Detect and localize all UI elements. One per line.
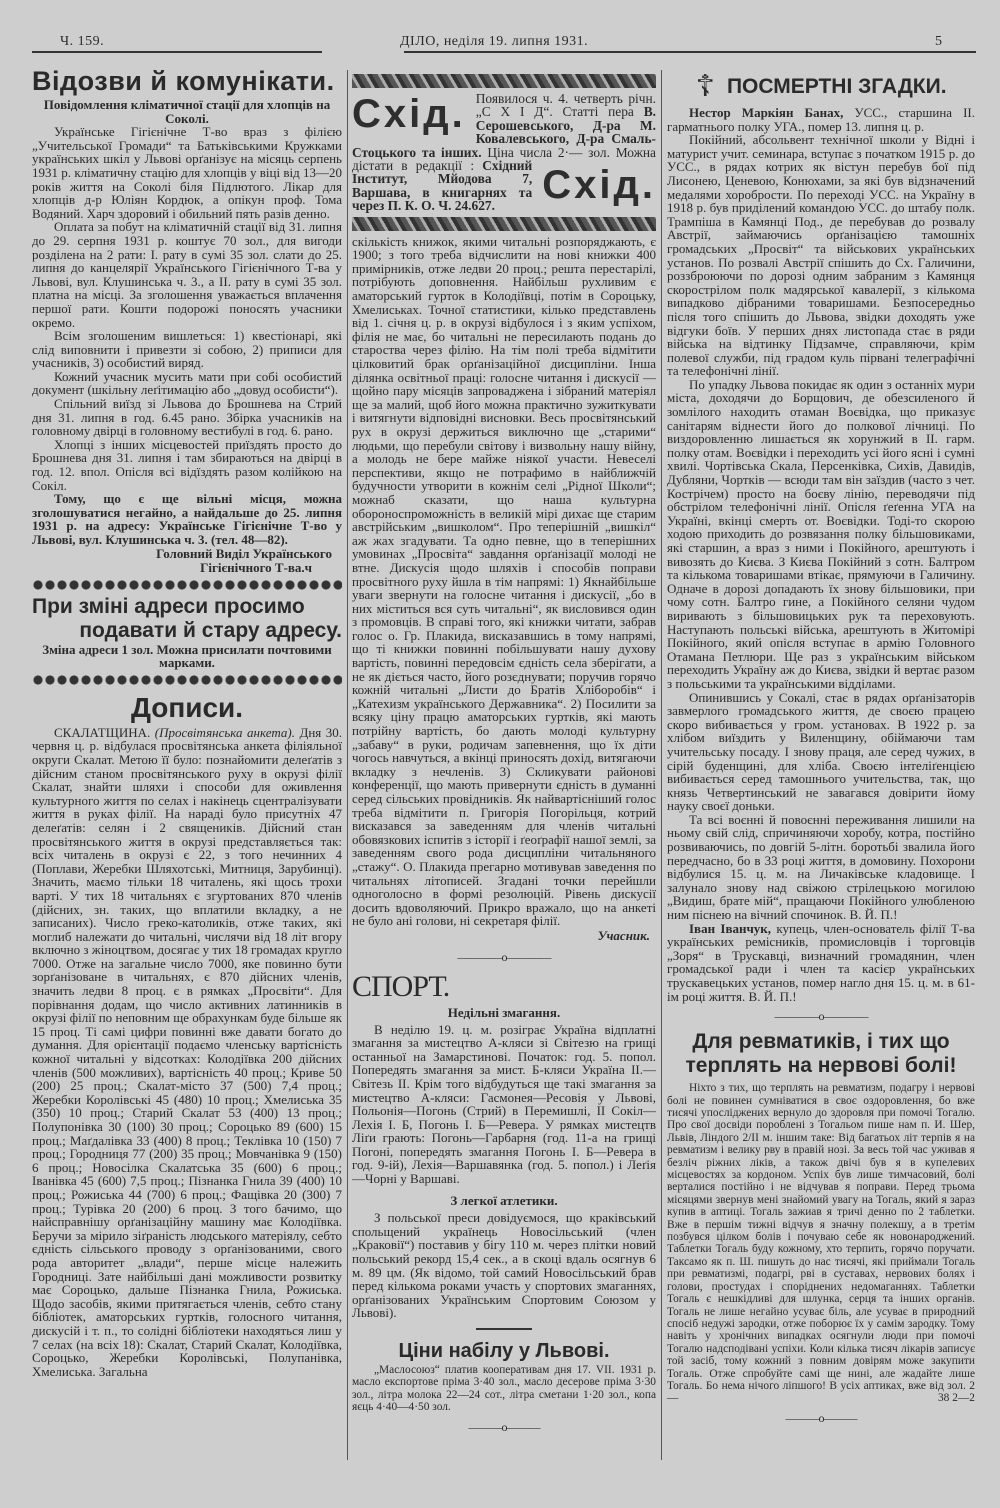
paragraph: Всім зголошеним вишлеться: 1) квестіонарі, які слід виповнити і привезти зі собою, 2) приписи для учасників, 3) особистий виряд. bbox=[32, 328, 342, 371]
report-author: Учасник. bbox=[597, 927, 650, 943]
header-rule-right bbox=[404, 51, 976, 53]
paragraph: Кожний учасник мусить мати при собі особистий документ (шкільну леґітимацію або „довуд особисти“). bbox=[32, 368, 342, 398]
prices-title: Ціни набілу у Львові. bbox=[398, 1340, 610, 1362]
sport-subtitle: Недільні змагання. bbox=[447, 1004, 561, 1020]
column-rule bbox=[347, 70, 348, 1460]
report-text bbox=[32, 726, 342, 1379]
paragraph: Хлопці з інших місцевостей приїздять просто до Брошнева дня 31. липня і там збираються на двірці в год. 12. впол. Опісля всі відїздять разом колійкою на Сокіл. bbox=[32, 436, 342, 493]
skhid-address: Східний Інститут, Мйодова 7, Варшава, в книгарнях та через П. К. О. Ч. 24.627. bbox=[352, 158, 533, 213]
address-notice-headline: При зміні адреси просимо bbox=[32, 594, 305, 618]
paragraph: По упадку Львова покидає як один з останніх мури міста, доходячи до Борщович, де обезсиленого й зомлілого находить отаман Воєвідка, що приказує санітарям віднести його до полкової лічниці. По виздоровленню лишається як хорунжий в II. гарм. полку отам. Воєвідки і переходить усі його ясні і сумні хвилі. Чортівська Скала, Персенківка, Сихів, Давидів, Дубляни, Чортків — всюди там він заїздив (часто з чет. Кострічем) просто на боєву лінію, переводячи під обстрілом телефонічні лінії. Опісля ґеґенна УГА на Україні, вкінці смерть от. Воєвідки. Тоді-то скорою ходою приходить до розвязання полку більшовиками, які старшин, а враз з ними і Покійного, арештують і вивозять до Києва. З Києва Покійний з сотн. Балтром та кількома товаришами втікає, прямуючи в Галичину. Одначе в дорозі допадають їх знову більшовики, при чому сотн. Балтро гине, а Покійного селяни чудом виривають з більшовицьких рук та переховують. Наступають польські війська, арештують в Житомірі Покійного, який опісля вступає в армію Головного Отамана Петлюри. Ще раз з українським військом переходить Україну аж до Києва, звідки й вертає разом з польськими та українськими відділами. bbox=[667, 376, 975, 691]
section-title-reports: Дописи. bbox=[130, 691, 244, 723]
skhid-advertisement bbox=[352, 92, 656, 213]
signature-line: Головний Виділ Українського bbox=[156, 545, 332, 561]
paragraph: Оплата за побут на кліматичній стації від 31. липня до 29. серпня 1931 р. коштує 70 зол., для вигоди розділена на 2 рати: I. рату в сумі 35 зол. слати до 25. липня до канцелярії Українського Гігієнічного Т-ва у Львові, вул. Клушинська ч. 3., а II. рату в сумі 35 зол. платна на місці. За зголошення уважається вплачення першої рати. Кошти подорожі поносять учасники окремо. bbox=[32, 219, 342, 330]
page-number: 5 bbox=[935, 34, 943, 49]
ad-text bbox=[667, 1082, 975, 1405]
address-notice-text: Зміна адреси 1 зол. Можна присилати почтовими марками. bbox=[42, 641, 332, 671]
divider: ———o——— bbox=[785, 1410, 857, 1425]
ad-code: 38 2—2 bbox=[937, 1392, 975, 1405]
section-title-announcements: Відозви й комунікати. bbox=[32, 66, 335, 96]
divider: ————o———— bbox=[457, 949, 551, 964]
paragraph: Та всі воєнні й повоєнні переживання лишили на ньому свій слід, спричиняючи хоробу, котра, постійно розвиваючись, по довгій 5-літн. боротьбі звалила його передчасно, бо в 33 році життя, в домовину. Похорони відбулися 15. ц. м. на Личаківське кладовище. І залунало знову над свіжою стрілецькою могилою „Видиш, брате мій“, пращаючи Покійного улюбленою ним піснею на вічний спочинок. В. Й. П.! bbox=[667, 811, 975, 923]
ornament-border bbox=[352, 74, 656, 88]
prices-text: „Маслосоюз“ платив кооперативам дня 17. VII. 1931 р. масло експортове пріма 3·40 зол., масло десерове пріма 3·30 зол., літра молока 22—24 сот., літра сметани 1·20 зол., копа яєць 4·40—4·50 зол. bbox=[352, 1364, 656, 1414]
address-notice-headline: подавати й стару адресу. bbox=[79, 618, 342, 642]
signature-line: Гігієнічного Т-ва.ч bbox=[200, 559, 312, 575]
ad-body: Ніхто з тих, що терплять на ревматизм, подагру і нервові болі не повинен сумніватися в своє оздоровлення, бо вже тисячі упосліджених вернуло до здоровля при помочі Тогалю. Про свої досвіди пороблені з Тогальом пише нам п. И. Шер, Львів, Ліндого 2/II м. іншим таке: Від багатьох літ терпів я на ревматизм і велику рву в правій нозі. За весь той час уживав я безліч ріжних ліків, а також двічі був я в купелевих місцевостях за кордоном. Успіх був лише тимчасовий, болі верталися постійно і не відчував я поправи. Перед трьома місяцями звернув мені знайомий увагу на Тогаль, який я зараз купив в аптиці. Тогаль зажиав я тричі денно по 2 таблетки. Вже в першім тижні відчув я значну полекшу, а в третім позбувся цілком болів і почуваю себе як новонароджений. Таблетки Тогаль буду кожному, хто терпить, горячо поручати. Таксамо як п. Ш. пишуть до нас тисячі, які приймали Тогаль при ревматизмі, подагрі, рві в суставах, нервових болях і голови, простудах і споріднених недомаганнях. Таблетки Тогаль є нешкідливі для шлунка, серця та інших органів. Тогаль не лише негайно усуває біль, але усуває в природний спосіб недужі зародки, отже поборює їх у самім зародку. Тому навіть у хронічних випадках осягнули люди при помочі Тогалю надсподівані успіхи. Коли кілька тисяч лікарів записує той засіб, тому кожний з повним довірям може закупити Тогаль. Отже спробуйте самі ще нині, але жадайте лише Тогаль. Бо нема нічого ліпшого! В усіх аптиках, вже від зол. 2— bbox=[667, 1082, 975, 1405]
masthead-date: ДІЛО, неділя 19. липня 1931. bbox=[400, 34, 589, 49]
divider bbox=[476, 1328, 532, 1330]
issue-number: Ч. 159. bbox=[60, 34, 105, 49]
obituaries-title: ПОСМЕРТНІ ЗГАДКИ. bbox=[726, 75, 947, 98]
middle-column bbox=[352, 64, 656, 1460]
skhid-logo: Схід. bbox=[542, 163, 656, 208]
paragraph: Українське Гігієнічне Т-во враз з філією „Учительської Громади“ та Батьківськими Кружками українських шкіл у Львові орґанізує на місяць серпень 1931 р. кліматичну стацію для хлопців у віці від 13—20 років життя на Соколі біля Підлютого. Лікар для хлопців д-р Юліян Кордюк, а опікун проф. Тома Водяний. Харч здоровий і обильний пять разів денно. bbox=[32, 124, 342, 221]
obituary-lead-text: УСС., старшина II. гарматнього полку УГА., помер 13. липня ц. р. bbox=[667, 105, 975, 134]
paragraph-bold: Тому, що є ще вільні місця, можна зголошуватися негайно, а найдальше до 25. липня 1931 р. на адресу: Українське Гігієнічне Т-во у Львові, вул. Клушинська ч. 3. (тел. 48—82). bbox=[32, 491, 342, 547]
ad-headline: Для ревматиків, і тих що терплять на нервові болі! bbox=[685, 1030, 957, 1078]
right-column bbox=[667, 64, 975, 1460]
sport-title: СПОРТ. bbox=[352, 969, 450, 1003]
deceased-name: Нестор Маркіян Банах, bbox=[689, 105, 844, 120]
skhid-authors: В. Серошевського, Д-ра М. Ковалевського, Д-ра Смаль-Стоцького та інших. bbox=[352, 104, 656, 160]
ornament-border bbox=[352, 217, 656, 231]
obituary-lead bbox=[667, 922, 975, 1004]
report-kind: (Просвітянська анкета). bbox=[154, 724, 295, 740]
divider: ———o——— bbox=[468, 1419, 540, 1434]
paragraph: Покійний, абсольвент технічної школи у Відні і матурист учит. семинара, вступає з початком 1915 р. до УСС., в рядах котрих як вістун перебув бої під Лисонею, Ценевою, Конюхами, за які був відзначений медалями хоробрости. По переході УСС. на Україну в 1918 р. був приділений командою УСС. до штабу полк. Трампіша в Камянці Под., де перебував до розвалу Австрії, займаючись орґанізацією тамошніх громадських „Просвіт“ та військових українських установ. По розвалі Австрії спішить до Сх. Галичини, роззброюючи по дорозі одним забраним з Камянця скорострілом полк мадярської кавалерії, з кількома випадково дібраними товаришами. Безпосередньо після того спішить до Львова, звідки доходять уже відгуки боїв. У перших днях листопада стає в ряди війська на відтинку Підзамче, справляючи, крім полевої служби, під градом куль пірвані телеграфічні та телефонічні лінії. bbox=[667, 132, 975, 379]
column-rule bbox=[661, 70, 662, 1460]
sport-text: В неділю 19. ц. м. розіграє Україна відплатні змагання за мистецтво А-кляси зі Світезю на грищі останньої на Замарстинові. Початок: год. 5. попол. Попередять змагання за мист. Б-кляси Україна II.—Світезь II. Крім того відбудуться ще такі змагання за мистецтво А-кляси: Гасмонея—Ресовія у Львові, Польонія—Погонь (Стрий) в Перемишлі, II Сокіл—Лехія I. Б, Погонь I. Б—Ревера. У рямках мистецтв Ліґи грають: Погонь—Гарбарня (год. 11-а на грищі Погоні, попередять змагання Погонь I. Б—Ревера в год. 9-ій), Лехія—Варшавянка (год. 5. попол.) і Леґія—Чорні у Варшаві. bbox=[352, 1021, 656, 1187]
ornament-border bbox=[32, 674, 342, 686]
deceased-name: Іван Іванчук, bbox=[689, 920, 772, 936]
paragraph: Спільний виїзд зі Львова до Брошнева на Стрий дня 31. липня в год. 6.45 рано. Збірка учасників на головному двірці в головному вестибулі в год. 6. рано. bbox=[32, 396, 342, 439]
skhid-text bbox=[352, 92, 656, 213]
report-continued: скількість книжок, якими читальні розпоряджають, є 1900; з того треба відчислити на нові книжки 400 примірників, отже ледви 20 проц.; решта перестарілі, потрібують доповнення. Найбільш рухливим є аматорський гурток в Колодіївці, потім в Сороцьку, Хмелиськах. Точної статистики, кілько представлень від 1. січня ц. р. в окрузі відбулося і з яким успіхом, філія не має, бо читальні не пересилають подань до староства через філію. На тім полі треба відмітити цілковитий брак орґанізаційної дисципліни. Інша ділянка освітньої праці: голосне читання і дискусії — щойно пару місяців запроваджена і зібраний матеріял ще за малий, щоб його можна практично зужиткувати і витягнути відповідні висновки. Весь просвітянський рух в окрузі держиться виключно ще „старими“ людьми, що перебули світову і визвольну нашу війну, а молодь не бере майже ніякої участи. Невеселі перспективи, якщо не потрафимо в найближчій будучности утворити в кожнім селі „Рідної Школи“; можнаб сказати, що наша культурна обороноспроможність в великій мірі дихає ще старим австрійським „вишколом“. Про теперішній „вишкіл“ аж жах згадувати. Та одно певне, що в теперішних умовинах „Просвіта“ завдання орґанізації молоді не втне. Дискусія щодо шляхів і способів поправи просвітного руху йшла в тім напрямі: 1) Якнайбільше уваги звернути на голосне читання і дискусії, „бо в них міститься вся суть читальні“, як висловився один з промовців. В справі того, які книжки читати, забрав голос о. Гр. Плакида, висказавшись в тому напрямі, що ті книжки повинні побільшувати нашу духову вартість, повинні передовсім єдність села зберігати, а не як діється часто, його розєднувати; поручив горячо кожній читальні „Листи до Братів Хліборобів“ і „Катехизм українського Державника“. 2) Посилити за всяку ціну працю аматорських гуртків, які мають потрійну вартість, бо дають молоді культурну „забаву“ в руки, родичам запевнення, що їх діти чогось навчуться, а вкінці приносять дохід, витягаючи вкладку з нечленів. 3) Скликувати районові конференції, що мають привернути єдність в думанні серед сільських провідників. Як найвартісніший голос треба відмітити п. Григорія Погорільця, котрий висказався за заведенням для членів читальні обовязкових іспитів з історії і ґеоґрафії нашої землі, за заведенням свого рода дисципліни читальняного „стажу“. О. Плакида прегарно мотивував заведення по читальнях літописей. Згадані точки перейшли одноголосно в формі резолюцій. Рівень дискусії досить вдоволяючий. Прикро вражало, що на анкеті не було ані голови, ні секретаря філії. bbox=[352, 233, 656, 929]
divider: ————o———— bbox=[774, 1009, 868, 1024]
left-column bbox=[32, 64, 342, 1460]
obituary-lead bbox=[667, 106, 975, 133]
report-place: СКАЛАТЩИНА. bbox=[54, 724, 151, 740]
orthodox-cross-icon: ☦ bbox=[695, 70, 715, 103]
skhid-intro: Появилося ч. 4. четверть річн. „С Х І Д“. Статті пера bbox=[475, 92, 656, 120]
header-rule-left bbox=[32, 51, 322, 53]
obituaries-heading bbox=[667, 72, 975, 102]
article-subtitle: Повідомлення кліматичної стації для хлопців на Соколі. bbox=[43, 97, 331, 126]
sport-text: З польської преси довідуємося, що краківський спольщений українець Новосільський (член „Краковії“) поставив у бігу 110 м. через плітки новий польський рекорд 15,4 сек., а в скоці вдаль осягнув 6 м. 89 цм. (Як відомо, той самий Новосільський брав перед кількома роками участь у спортових змаганнях, орґанізованих Українським Спортовим Союзом у Львові). bbox=[352, 1210, 656, 1321]
sport-subtitle: З легкої атлетики. bbox=[450, 1192, 558, 1208]
report-body: Дня 30. червня ц. р. відбулася просвітянська анкета філіяльної округи Скалат. Метою її було: познайомити делеґатів з дійсним станом просвітянського руху в окрузі філії Скалат, знайти шляхи і способи для оживлення культурного життя по селах і накінець сцентралізувати життя в руках філії. На нараді було присутніх 47 делеґатів: селян і 2 священиків. Дійсний стан просвітянського життя в окрузі представляється так: всіх читалень в окрузі є 22, з того нечинних 4 (Поплави, Жеребки Шляхотські, Митниця, Зарубинці). Значить, маємо тільки 18 читалень, які щось трохи варті. У тих 18 читальнях є згуртованих 870 членів (дійсних, зн. таких, що вплатили вкладку, а не записаних). Число греко-католиків, отже таких, які моглиб належати до читальні, числячи від 18 літ вгору включно з жіноцтвом, досягає у тих 18 громадах кругло 7000. Отже на загальне число 7000, яке повинно бути зорґанізоване в читальнях, є 870 дійсних членів, значить ледви 8 проц. є в рямках „Просвіти“. Для порівнання додам, що число активних латинників в окрузі філії по неповним ще обрахункам буде більше як 15 проц. Ті самі цифри повинні вже давати богато до думання. Для орієнтації подаємо членську вартісність кожної читальні у відсотках: Колодіївка 200 дійсних членів (500 можливих), вартісність 40 проц.; Криве 50 (200) 25 проц.; Скалат-місто 37 (500) 7,4 проц.; Жеребки Королівські 45 (480) 10 проц.; Хмелиська 35 (350) 10 проц.; Старий Скалат 53 (400) 13 проц.; Полупонівка 30 (100) 30 проц.; Сороцько 89 (600) 15 проц.; Маґдалівка 33 (400) 8 проц.; Теклівка 10 (150) 7 проц.; Городниця 77 (200) 35 проц.; Мовчанівка 9 (150) 6 проц.; Новосілка Скалатська 35 (600) 6 проц.; Іванівка 45 (600) 7,5 проц.; Пізнанка Гнила 39 (400) 10 проц.; Рожиська 44 (700) 6 проц.; Фащівка 20 (300) 7 проц.; Турівка 20 (200) 6 проц. З того бачимо, що найсправнішу орґанізаційну машину має Колодіївка. Беручи за мірило зіґраність людського матеріялу, себто єдність сільського проводу з орґанізованими, свого рода авторитет „влади“, перше місце належить Городниці. Зате найбільші дані можливости розвитку має Сороцько, дальше Пізнанка Гнила, Рожиська. Щодо засобів, якими притягається членів, себто стану бібліотек, аматорських гуртків, голосного читання, дискусій і т. п., то солідні бібліотеки находяться лиш у 7 селах (на всіх 18): Скалат, Старий Скалат, Колодіївка, Сороцько, Жеребки Королівські, Полупанівка, Хмелиська. Загальна bbox=[32, 724, 342, 1379]
paragraph: Опинившись у Сокалі, стає в рядах орґанізаторів завмерлого громадського життя, де своєю працею скоро вибивається у гром. установах. В 1922 р. за хлібом виїздить у Виленщину, обіймаючи там учительську посаду. І знову праця, але серед чужих, в сірій буденщині, для хліба. Своєю інтеліґенцією вибивається серед тамошнього учительства, так, що князь Четвертинський не завагався довірити йому науку своєї доньки. bbox=[667, 689, 975, 814]
obituary-text: купець, член-основатель філії Т-ва українських ремісників, промисловців і торговців „Зоря“ в Трускавці, визначний громадянин, член громадської ради і член та касієр українських трускавецьких установ, помер нагло дня 15. ц. м. в 61-ім році життя. В. Й. П.! bbox=[667, 920, 975, 1004]
skhid-price: Ціна числа 2·— зол. Можна дістати в редакції : bbox=[352, 144, 656, 174]
skhid-logo: Схід. bbox=[352, 92, 466, 136]
signature bbox=[32, 547, 342, 575]
ornament-border bbox=[32, 579, 342, 591]
